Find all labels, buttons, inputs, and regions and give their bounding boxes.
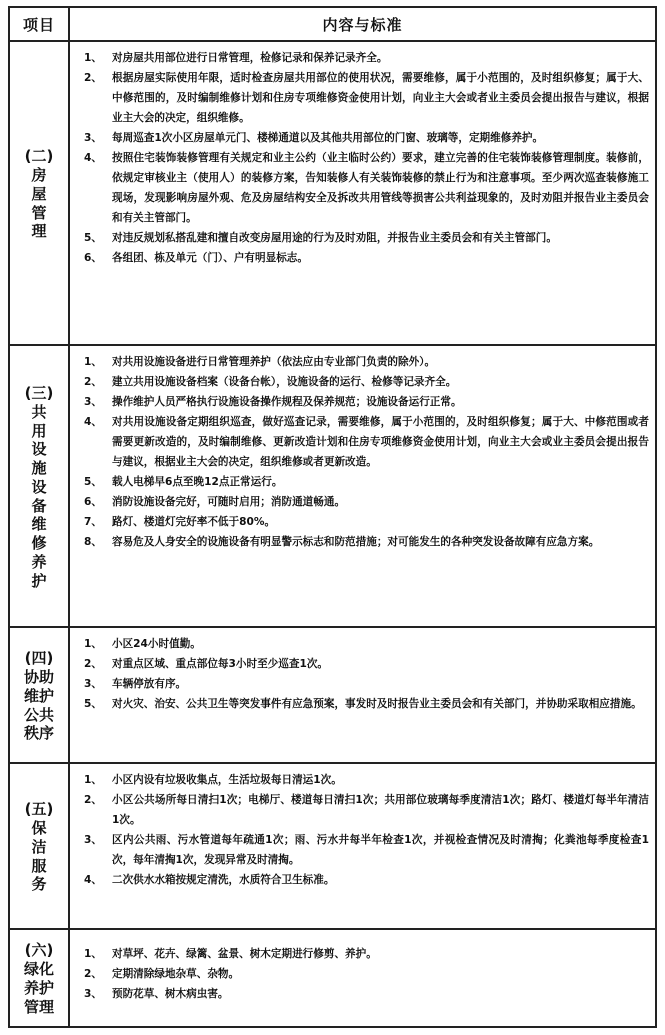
section-title-cell <box>10 764 70 928</box>
item-number: 2、 <box>84 968 102 980</box>
list-item <box>84 964 649 984</box>
item-text: 按照住宅装饰装修管理有关规定和业主公约（业主临时公约）要求，建立完善的住宅装饰装修管理制度。装修前，依规定审核业主（使用人）的装修方案，告知装修人有关装饰装修的禁止行为和注意事项。至少两次巡查装修施工现场，发现影响房屋外观、危及房屋结构安全及拆改共用管线等损害公共利益现象的，及时劝阻并报告业主委员会和有关主管部门。 <box>112 152 649 224</box>
list-item <box>84 634 649 654</box>
section-content-cell <box>70 930 655 1026</box>
section-number: (五) <box>24 800 54 818</box>
section-title-line: 管理 <box>23 997 54 1016</box>
section-title-char: 房 <box>31 166 47 184</box>
header-row <box>10 8 655 42</box>
item-text: 预防花草、树木病虫害。 <box>112 988 229 1000</box>
list-item <box>84 148 649 228</box>
item-text: 对共用设施设备定期组织巡查，做好巡查记录，需要维修，属于小范围的，及时组织修复；属于大、中修范围或者需要更新改造的，及时编制维修、更新改造计划和住房专项维修资金使用计划，向业主大会或业主委员会提出报告与建议，根据业主大会的决定，组织维修或者更新改造。 <box>112 416 649 468</box>
item-list <box>84 944 649 1004</box>
section-title-char: 养 <box>31 552 47 571</box>
item-number: 4、 <box>84 874 102 886</box>
section-title-cell <box>10 628 70 762</box>
list-item <box>84 790 649 830</box>
item-number: 2、 <box>84 376 102 388</box>
standards-table <box>8 6 657 1028</box>
section-title-char: 共 <box>31 402 47 421</box>
header-content-cell <box>70 8 655 40</box>
item-number: 4、 <box>84 416 102 428</box>
section-content-cell <box>70 764 655 928</box>
list-item <box>84 674 649 694</box>
section-title-line: 养护 <box>23 979 54 998</box>
list-item <box>84 770 649 790</box>
section-title-line: 协助 <box>23 668 54 686</box>
item-number: 6、 <box>84 252 102 264</box>
list-item <box>84 352 649 372</box>
section-title-char: 保 <box>31 819 47 837</box>
section-title-cell <box>10 42 70 344</box>
item-number: 2、 <box>84 72 102 84</box>
item-number: 1、 <box>84 948 102 960</box>
item-text: 容易危及人身安全的设施设备有明显警示标志和防范措施；对可能发生的各种突发设备故障有应急方案。 <box>112 536 600 548</box>
list-item <box>84 248 649 268</box>
section-content-cell <box>70 42 655 344</box>
item-text: 小区公共场所每日清扫1次；电梯厅、楼道每日清扫1次；共用部位玻璃每季度清洁1次；路灯、楼道灯每半年清洁1次。 <box>112 794 649 826</box>
item-text: 各组团、栋及单元（门）、户有明显标志。 <box>112 252 308 264</box>
item-number: 5、 <box>84 232 102 244</box>
section-title-char: 管 <box>31 203 47 222</box>
item-number: 3、 <box>84 396 102 408</box>
header-item-cell <box>10 8 70 40</box>
section-row-facilities <box>10 346 655 628</box>
item-number: 7、 <box>84 516 102 528</box>
section-title-line: 维护 <box>23 686 54 705</box>
section-content-cell <box>70 628 655 762</box>
section-title-char: 用 <box>31 421 47 440</box>
list-item <box>84 228 649 248</box>
item-number: 2、 <box>84 658 102 670</box>
item-text: 对共用设施设备进行日常管理养护（依法应由专业部门负责的除外）。 <box>112 356 436 368</box>
section-title-char: 务 <box>31 875 47 894</box>
section-title-char: 设 <box>31 440 47 459</box>
section-title-char: 设 <box>31 477 47 496</box>
item-list <box>84 352 649 552</box>
section-row-order <box>10 628 655 764</box>
section-number: (四) <box>24 649 54 667</box>
header-item-label: 项目 <box>22 15 55 34</box>
section-title-char: 理 <box>31 222 47 241</box>
item-number: 3、 <box>84 988 102 1000</box>
item-text: 载人电梯早6点至晚12点正常运行。 <box>112 476 283 488</box>
section-title-char: 修 <box>31 534 47 552</box>
header-content-label: 内容与标准 <box>322 15 403 34</box>
section-row-housing <box>10 42 655 346</box>
list-item <box>84 392 649 412</box>
list-item <box>84 512 649 532</box>
item-number: 3、 <box>84 678 102 690</box>
list-item <box>84 372 649 392</box>
section-title-char: 屋 <box>31 184 47 203</box>
list-item <box>84 984 649 1004</box>
section-row-cleaning <box>10 764 655 930</box>
section-title-char: 洁 <box>31 837 47 856</box>
item-text: 对违反规划私搭乱建和擅自改变房屋用途的行为及时劝阻，并报告业主委员会和有关主管部门。 <box>112 232 557 244</box>
item-text: 路灯、楼道灯完好率不低于80%。 <box>112 516 276 528</box>
list-item <box>84 830 649 870</box>
section-number: (二) <box>24 147 54 165</box>
item-text: 根据房屋实际使用年限，适时检查房屋共用部位的使用状况，需要维修，属于小范围的，及时组织修复；属于大、中修范围的，及时编制维修计划和住房专项维修资金使用计划，向业主大会或者业主委员会提出报告与建议，根据业主大会的决定，组织维修。 <box>112 72 649 124</box>
section-title-char: 服 <box>31 856 47 875</box>
list-item <box>84 492 649 512</box>
item-text: 车辆停放有序。 <box>112 678 187 690</box>
item-text: 对草坪、花卉、绿篱、盆景、树木定期进行修剪、养护。 <box>112 948 377 960</box>
section-title-line: 公共 <box>23 705 54 724</box>
list-item <box>84 68 649 128</box>
list-item <box>84 654 649 674</box>
section-title-char: 备 <box>31 496 47 515</box>
item-number: 8、 <box>84 536 102 548</box>
section-number: (六) <box>24 941 54 960</box>
item-text: 每周巡查1次小区房屋单元门、楼梯通道以及其他共用部位的门窗、玻璃等，定期维修养护。 <box>112 132 544 144</box>
list-item <box>84 128 649 148</box>
list-item <box>84 870 649 890</box>
section-title-cell <box>10 930 70 1026</box>
item-number: 3、 <box>84 132 102 144</box>
item-text: 消防设施设备完好，可随时启用；消防通道畅通。 <box>112 496 346 508</box>
section-title-char: 施 <box>31 459 47 477</box>
item-number: 5、 <box>84 476 102 488</box>
item-number: 1、 <box>84 52 102 64</box>
item-text: 对房屋共用部位进行日常管理，检修记录和保养记录齐全。 <box>112 52 388 64</box>
item-text: 二次供水水箱按规定清洗，水质符合卫生标准。 <box>112 874 335 886</box>
item-number: 4、 <box>84 152 102 164</box>
item-text: 小区内设有垃圾收集点，生活垃圾每日清运1次。 <box>112 774 342 786</box>
item-number: 5、 <box>84 698 102 710</box>
item-number: 3、 <box>84 834 102 846</box>
item-text: 操作维护人员严格执行设施设备操作规程及保养规范；设施设备运行正常。 <box>112 396 462 408</box>
item-text: 建立共用设施设备档案（设备台帐），设施设备的运行、检修等记录齐全。 <box>112 376 457 388</box>
item-number: 2、 <box>84 794 102 806</box>
item-text: 定期清除绿地杂草、杂物。 <box>112 968 240 980</box>
item-list <box>84 634 649 714</box>
section-title-cell <box>10 346 70 626</box>
section-title-line: 秩序 <box>23 724 54 743</box>
list-item <box>84 532 649 552</box>
section-row-greening <box>10 930 655 1026</box>
list-item <box>84 944 649 964</box>
item-text: 对重点区域、重点部位每3小时至少巡查1次。 <box>112 658 329 670</box>
item-number: 1、 <box>84 774 102 786</box>
list-item <box>84 412 649 472</box>
item-number: 1、 <box>84 638 102 650</box>
item-text: 区内公共雨、污水管道每年疏通1次；雨、污水井每半年检查1次，并视检查情况及时清掏；化粪池每季度检查1次，每年清掏1次，发现异常及时清掏。 <box>112 834 649 866</box>
list-item <box>84 48 649 68</box>
item-text: 对火灾、治安、公共卫生等突发事件有应急预案，事发时及时报告业主委员会和有关部门，并协助采取相应措施。 <box>112 698 642 710</box>
item-list <box>84 48 649 268</box>
item-number: 6、 <box>84 496 102 508</box>
section-title-char: 护 <box>31 571 47 590</box>
list-item <box>84 694 649 714</box>
section-number: (三) <box>24 383 54 402</box>
section-title-line: 绿化 <box>23 960 54 979</box>
item-text: 小区24小时值勤。 <box>112 638 201 650</box>
section-content-cell <box>70 346 655 626</box>
section-title-char: 维 <box>31 515 47 534</box>
list-item <box>84 472 649 492</box>
item-list <box>84 770 649 890</box>
item-number: 1、 <box>84 356 102 368</box>
